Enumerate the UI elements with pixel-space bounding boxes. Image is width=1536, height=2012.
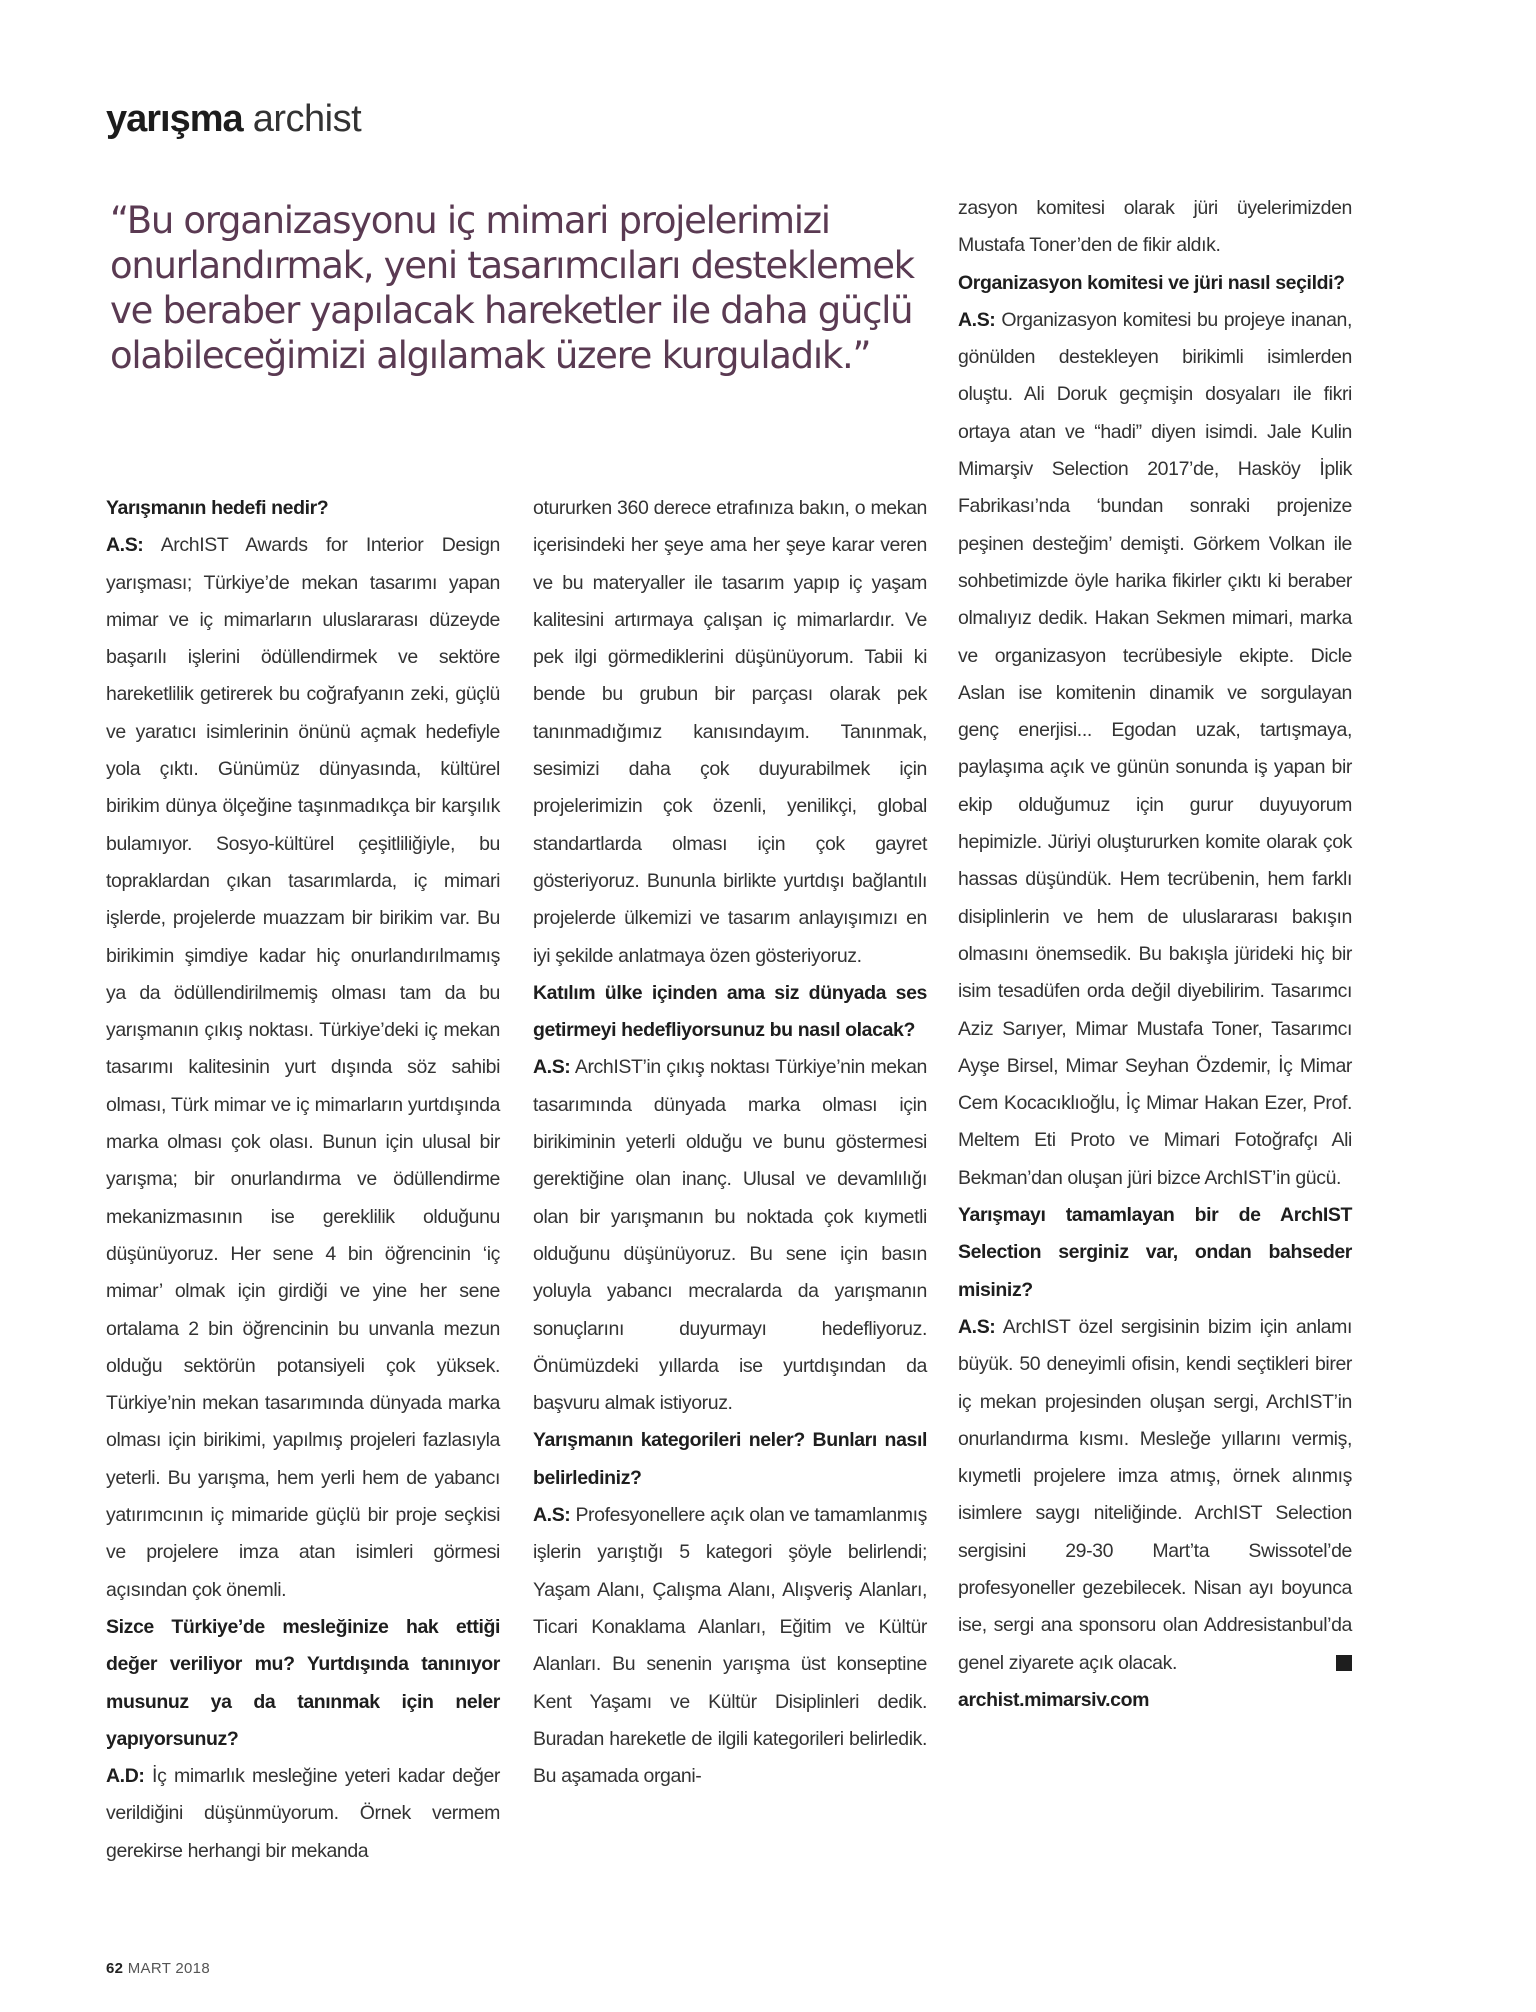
issue-date: MART 2018 [127,1960,210,1977]
page-number: 62 [106,1960,124,1977]
website-link[interactable]: archist.mimarsiv.com [958,1688,1150,1711]
interview-answer [958,1309,1352,1682]
interview-answer [958,302,1352,1197]
article-column-middle [533,490,927,1795]
interview-question: Organizasyon komitesi ve jüri nasıl seçildi? [958,271,1345,294]
interview-question: Sizce Türkiye’de mesleğinize hak ettiği değer veriliyor mu? Yurtdışında tanınıyor musunuz ya da tanınmak için neler yapıyorsunuz? [106,1615,500,1750]
pull-quote [110,198,930,378]
speaker-label: A.S: [958,1315,996,1338]
interview-answer [533,1497,927,1795]
interview-answer [533,1049,927,1422]
article-column-right [958,190,1352,1719]
section-title [106,96,361,142]
article-column-left [106,490,500,1870]
interview-answer [106,1758,500,1870]
interview-question: Yarışmanın hedefi nedir? [106,497,329,519]
answer-text: Profesyonellere açık olan ve tamamlanmış işlerin yarıştığı 5 kategori şöyle belirlendi; Yaşam Alanı, Çalışma Alanı, Alışveriş Alanları, Ticari Konaklama Alanları, Eğitim ve Kültür Alanları. Bu senenin yarışma üst konseptine Kent Yaşamı ve Kültür Disiplinleri dedik. Buradan hareketle de ilgili kategorileri belirledik. Bu aşamada organi- [533,1504,927,1788]
answer-continuation: zasyon komitesi olarak jüri üyelerimizden Mustafa Toner’den de fikir aldık. [958,197,1352,257]
answer-text: Organizasyon komitesi bu projeye inanan, gönülden destekleyen birikimli isimlerden oluştu. Ali Doruk geçmişin dosyaları ile fikri ortaya atan ve “hadi” diyen isimdi. Jale Kulin Mimarşiv Selection 2017’de, Hasköy İplik Fabrikası’nda ‘bundan sonraki projenize peşinen desteğim’ demişti. Görkem Volkan ile sohbetimizde öyle harika fikirler çıktı ki beraber olmalıyız dedik. Hakan Sekmen mimari, marka ve organizasyon tecrübesiyle ekipte. Dicle Aslan ise komitenin dinamik ve sorgulayan genç enerjisi... Egodan uzak, tartışmaya, paylaşıma açık ve günün sonunda iş yapan bir ekip olduğumuz için gurur duyuyorum hepimizle. Jüriyi oluştururken komite olarak çok hassas düşündük. Hem tecrübenin, hem farklı disiplinlerin ve hem de uluslararası bakışın olmasını önemsedik. Bu bakışla jürideki hiç bir isim tesadüfen orda değil diyebilirim. Tasarımcı Aziz Sarıyer, Mimar Mustafa Toner, Tasarımcı Ayşe Birsel, Mimar Seyhan Özdemir, İç Mimar Cem Kocacıklıoğlu, İç Mimar Hakan Ezer, Prof. Meltem Eti Proto ve Mimari Fotoğrafçı Ali Bekman’dan oluşan jüri bizce ArchIST’in gücü. [958,308,1352,1189]
speaker-label: A.D: [106,1765,145,1788]
speaker-label: A.S: [533,1504,571,1527]
interview-question: Katılım ülke içinden ama siz dünyada ses getirmeyi hedefliyorsunuz bu nasıl olacak? [533,981,927,1042]
speaker-label: A.S: [106,534,144,557]
pull-quote-line: onurlandırmak, yeni tasarımcıları desteklemek [110,244,914,287]
end-of-article-square-icon [1336,1655,1352,1671]
speaker-label: A.S: [533,1056,571,1079]
speaker-label: A.S: [958,308,996,331]
page-footer [106,1960,210,1977]
interview-question: Yarışmanın kategorileri neler? Bunları nasıl belirlediniz? [533,1429,927,1489]
pull-quote-line: “Bu organizasyonu iç mimari projelerimizi [110,199,830,242]
answer-text: İç mimarlık mesleğine yeteri kadar değer verildiğini düşünmüyorum. Örnek vermem gerekirse herhangi bir mekanda [106,1765,500,1862]
answer-text: ArchIST Awards for Interior Design yarışması; Türkiye’de mekan tasarımı yapan mimar ve iç mimarların uluslararası düzeyde başarılı işlerini ödüllendirmek ve sektöre hareketlilik getirerek bu coğrafyanın zeki, güçlü ve yaratıcı isimlerinin önünü açmak hedefiyle yola çıktı. Günümüz dünyasında, kültürel birikim dünya ölçeğine taşınmadıkça bir karşılık bulamıyor. Sosyo-kültürel çeşitliliğiyle, bu topraklardan çıkan tasarımlarda, iç mimari işlerde, projelerde muazzam bir birikim var. Bu birikimin şimdiye kadar hiç onurlandırılmamış ya da ödüllendirilmemiş olması tam da bu yarışmanın çıkış noktası. Türkiye’deki iç mekan tasarımı kalitesinin yurt dışında söz sahibi olması, Türk mimar ve iç mimarların yurtdışında marka olması çok olası. Bunun için ulusal bir yarışma; bir onurlandırma ve ödüllendirme mekanizmasının ise gereklilik olduğunu düşünüyoruz. Her sene 4 bin öğrencinin ‘iç mimar’ olmak için girdiği ve yine her sene ortalama 2 bin öğrencinin bu unvanla mezun olduğu sektörün potansiyeli çok yüksek. Türkiye’nin mekan tasarımında dünyada marka olması için birikimi, yapılmış projeleri fazlasıyla yeterli. Bu yarışma, hem yerli hem de yabancı yatırımcının iç mimaride güçlü bir proje seçkisi ve projelere imza atan isimleri görmesi açısından çok önemli. [106,534,500,1601]
answer-continuation: otururken 360 derece etrafınıza bakın, o mekan içerisindeki her şeye ama her şeye karar veren ve bu materyaller ile tasarım yapıp iç yaşam kalitesini artırmaya çalışan iç mimarlardır. Ve pek ilgi görmediklerini düşünüyorum. Tabii ki bende bu grubun bir parçası olarak pek tanınmadığımız kanısındayım. Tanınmak, sesimizi daha çok duyurabilmek için projelerimizin çok özenli, yenilikçi, global standartlarda olması için çok gayret gösteriyoruz. Bununla birlikte yurtdışı bağlantılı projelerde ülkemizi ve tasarım anlayışımızı en iyi şekilde anlatmaya özen gösteriyoruz. [533,497,927,967]
pull-quote-line: olabileceğimizi algılamak üzere kurguladık.” [110,334,871,377]
answer-text: ArchIST’in çıkış noktası Türkiye’nin mekan tasarımında dünyada marka olması için birikiminin yeterli olduğu ve bunu göstermesi gerektiğine olan inanç. Ulusal ve devamlılığı olan bir yarışmanın bu noktada çok kıymetli olduğunu düşünüyoruz. Bu sene için basın yoluyla yabancı mecralarda da yarışmanın sonuçlarını duyurmayı hedefliyoruz. Önümüzdeki yıllarda ise yurtdışından da başvuru almak istiyoruz. [533,1056,927,1415]
interview-answer [106,527,500,1609]
answer-text: ArchIST özel sergisinin bizim için anlamı büyük. 50 deneyimli ofisin, kendi seçtikleri birer iç mekan projesinden oluşan sergi, ArchIST’in onurlandırma kısmı. Mesleğe yıllarını vermiş, kıymetli projelere imza atmış, örnek alınmış isimlere saygı niteliğinde. ArchIST Selection sergisini 29-30 Mart’ta Swissotel’de profesyoneller gezebilecek. Nisan ayı boyunca ise, sergi ana sponsoru olan Addresistanbul’da genel ziyarete açık olacak. [958,1315,1352,1674]
section-title-bold: yarışma [106,98,243,140]
interview-question: Yarışmayı tamamlayan bir de ArchIST Selection serginiz var, ondan bahseder misiniz? [958,1204,1352,1301]
section-title-light: archist [252,98,362,140]
pull-quote-line: ve beraber yapılacak hareketler ile daha güçlü [110,289,913,332]
